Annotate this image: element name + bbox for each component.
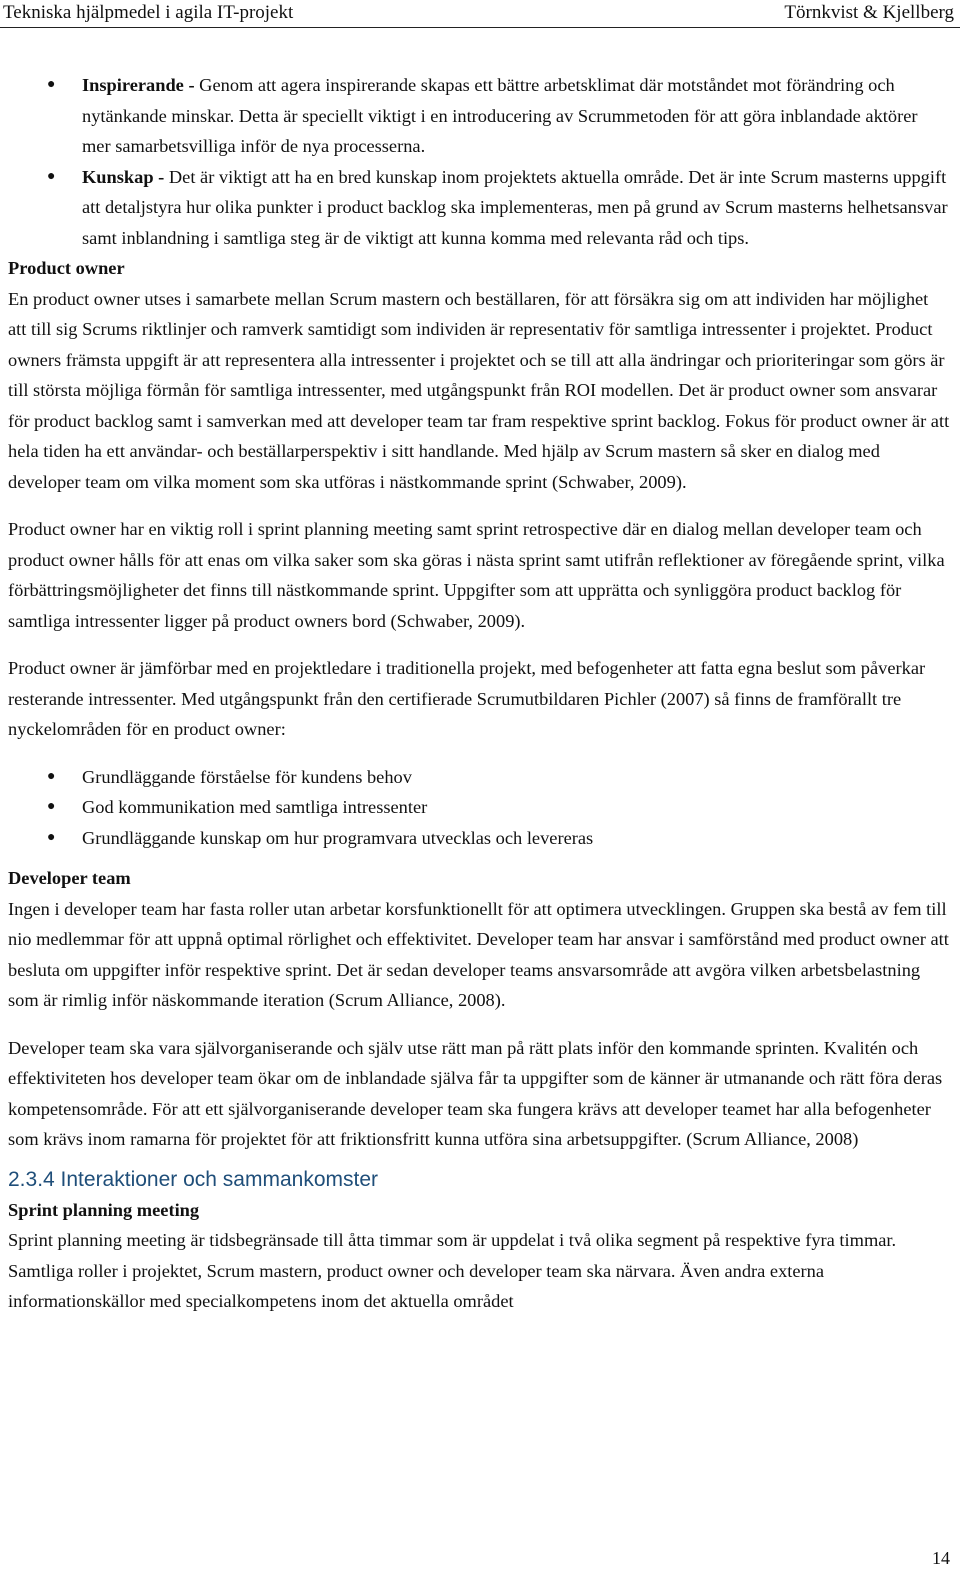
product-owner-heading: Product owner [8, 258, 125, 278]
list-item: ● God kommunikation med samtliga intressenter [8, 792, 950, 823]
bullet-icon: ● [47, 829, 56, 845]
paragraph: Product owner har en viktig roll i sprint planning meeting samt sprint retrospective där en dialog mellan developer team och product owner hålls för att enas om vilka saker som ska göras i nästa sprint samt utifrån reflektioner av föregående sprint, vilka förbättringsmöjligheter det finns till nästkommande sprint. Uppgifter som att upprätta och synliggöra product backlog för samtliga intressenter ligger på product owners bord (Schwaber, 2009). [8, 519, 945, 631]
bullet-icon: ● [47, 77, 56, 92]
list-item [8, 70, 950, 162]
header-authors: Törnkvist & Kjellberg [784, 2, 954, 23]
trait-text: Genom att agera inspirerande skapas ett bättre arbetsklimat där motståndet mot förändring och nytänkande minskar. Detta är speciellt viktigt i en introducering av Scrummetoden för att göra inblandade aktörer mer samarbetsvilliga inför de nya processerna. [82, 75, 918, 156]
trait-text: Det är viktigt att ha en bred kunskap inom projektets aktuella område. Det är inte Scrum masterns uppgift att detaljstyra hur olika punkter i product backlog ska implementeras, men på grund av Scrum masterns helhetsansvar samt inblandning i samtliga steg är de viktigt att kunna komma med relevanta råd och tips. [82, 166, 948, 248]
page-header [0, 0, 960, 30]
header-divider [0, 27, 960, 28]
page-number: 14 [932, 1548, 950, 1568]
key-areas-list [8, 762, 950, 854]
paragraph: Developer team ska vara självorganiserande och själv utse rätt man på rätt plats inför den kommande sprinten. Kvalitén och effektiviteten hos developer team ökar om de inblandade själva får ta uppgifter som de känner är utmanande och rätt föra deras kompetensområde. För att ett självorganiserande developer team ska fungera krävs att developer teamet har alla befogenheter som krävs inom ramarna för projektet för att friktionsfritt kunna utföra sina arbetsuppgifter. (Scrum Alliance, 2008) [8, 1037, 943, 1149]
page-content [8, 70, 950, 1317]
list-item [8, 162, 950, 254]
paragraph: En product owner utses i samarbete mellan Scrum mastern och beställaren, för att försäkra sig om att individen har möjlighet att till sig Scrums riktlinjer och ramverk samtidigt som individen är representativ för samtliga intressenter i projektet. Product owners främsta uppgift är att representera alla intressenter i projektet och se till att alla ändringar och prioriteringar som görs är till största möjliga förmån för samtliga intressenter, med utgångspunkt från ROI modellen. Det är product owner som ansvarar för product backlog samt i samverkan med att developer team tar fram respektive sprint backlog. Fokus för product owner är att hela tiden ha ett användar- och beställarperspektiv i sitt handlande. Med hjälp av Scrum mastern så sker en dialog med developer team om vilka moment som ska utföras i nästkommande sprint (Schwaber, 2009). [8, 288, 950, 492]
bullet-icon: ● [47, 768, 56, 784]
list-item: ● Grundläggande förståelse för kundens behov [8, 762, 950, 793]
paragraph: Sprint planning meeting är tidsbegränsade till åtta timmar som är uppdelat i två olika segment på respektive fyra timmar. Samtliga roller i projektet, Scrum mastern, product owner och developer team ska närvara. Även andra externa informationskällor med specialkompetens inom det aktuella området [8, 1230, 897, 1311]
role-traits-list [8, 70, 950, 253]
paragraph: Product owner är jämförbar med en projektledare i traditionella projekt, med befogenheter att fatta egna beslut som påverkar resterande intressenter. Med utgångspunkt från den certifierade Scrumutbildaren Pichler (2007) så finns de framförallt tre nyckelområden för en product owner: [8, 658, 926, 739]
trait-term: Kunskap - [82, 166, 165, 187]
sprint-planning-heading: Sprint planning meeting [8, 1199, 200, 1220]
paragraph: Ingen i developer team har fasta roller utan arbetar korsfunktionellt för att optimera utvecklingen. Gruppen ska bestå av fem till nio medlemmar för att uppnå optimal rörlighet och effektivitet. Developer team har ansvar i samförstånd med product owner att besluta om uppgifter inför respektive sprint. Det är sedan developer teams ansvarsområde att avgöra vilken arbetsbelastning som är rimlig inför näskommande iteration (Scrum Alliance, 2008). [8, 898, 949, 1010]
section-heading: 2.3.4 Interaktioner och sammankomster [8, 1167, 379, 1191]
header-title: Tekniska hjälpmedel i agila IT-projekt [3, 2, 294, 23]
bullet-icon: ● [47, 168, 56, 184]
bullet-icon: ● [47, 799, 56, 814]
list-item: ● Grundläggande kunskap om hur programvara utvecklas och levereras [8, 823, 950, 854]
developer-team-heading: Developer team [8, 868, 131, 888]
trait-term: Inspirerande - [82, 75, 195, 95]
